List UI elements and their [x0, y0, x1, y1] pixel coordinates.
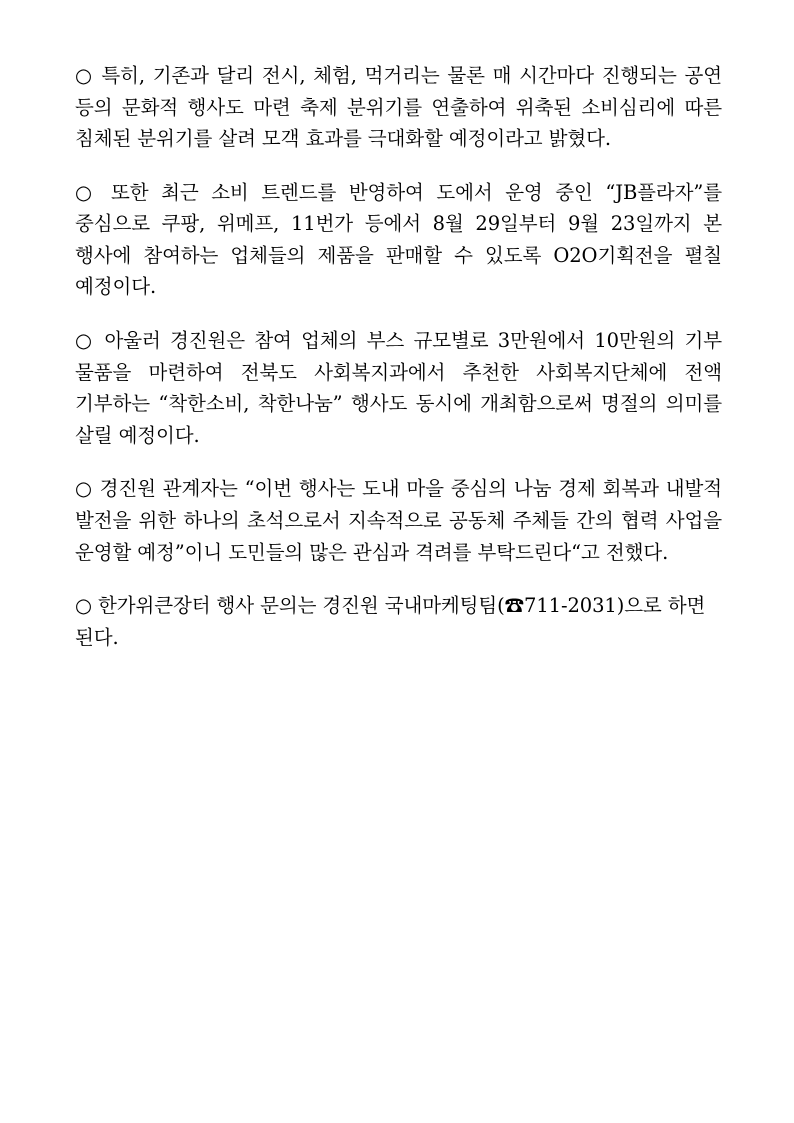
paragraph-4: ○ 경진원 관계자는 “이번 행사는 도내 마을 중심의 나눔 경제 회복과 내발적 발전을 위한 하나의 초석으로서 지속적으로 공동체 주체들 간의 협력 사업을 운영할 예정”이니 도민들의 많은 관심과 격려를 부탁드린다“고 전했다.	[75, 477, 722, 564]
paragraph-2: ○ 또한 최근 소비 트렌드를 반영하여 도에서 운영 중인 “JB플라자”를 중심으로 쿠팡, 위메프, 11번가 등에서 8월 29일부터 9월 23일까지 본 행사에 참여하는 업체들의 제품을 판매할 수 있도록 O2O기획전을 펼칠 예정이다.	[75, 180, 722, 299]
document-body	[75, 60, 722, 653]
paragraph-5: ○ 한가위큰장터 행사 문의는 경진원 국내마케팅팀(☎711-2031)으로 하면 된다.	[75, 594, 706, 649]
paragraph-1: ○ 특히, 기존과 달리 전시, 체험, 먹거리는 물론 매 시간마다 진행되는 공연 등의 문화적 행사도 마련 축제 분위기를 연출하여 위축된 소비심리에 따른 침체된 분위기를 살려 모객 효과를 극대화할 예정이라고 밝혔다.	[75, 64, 722, 151]
paragraph-3: ○ 아울러 경진원은 참여 업체의 부스 규모별로 3만원에서 10만원의 기부 물품을 마련하여 전북도 사회복지과에서 추천한 사회복지단체에 전액 기부하는 “착한소비, 착한나눔” 행사도 동시에 개최함으로써 명절의 의미를 살릴 예정이다.	[75, 329, 722, 447]
